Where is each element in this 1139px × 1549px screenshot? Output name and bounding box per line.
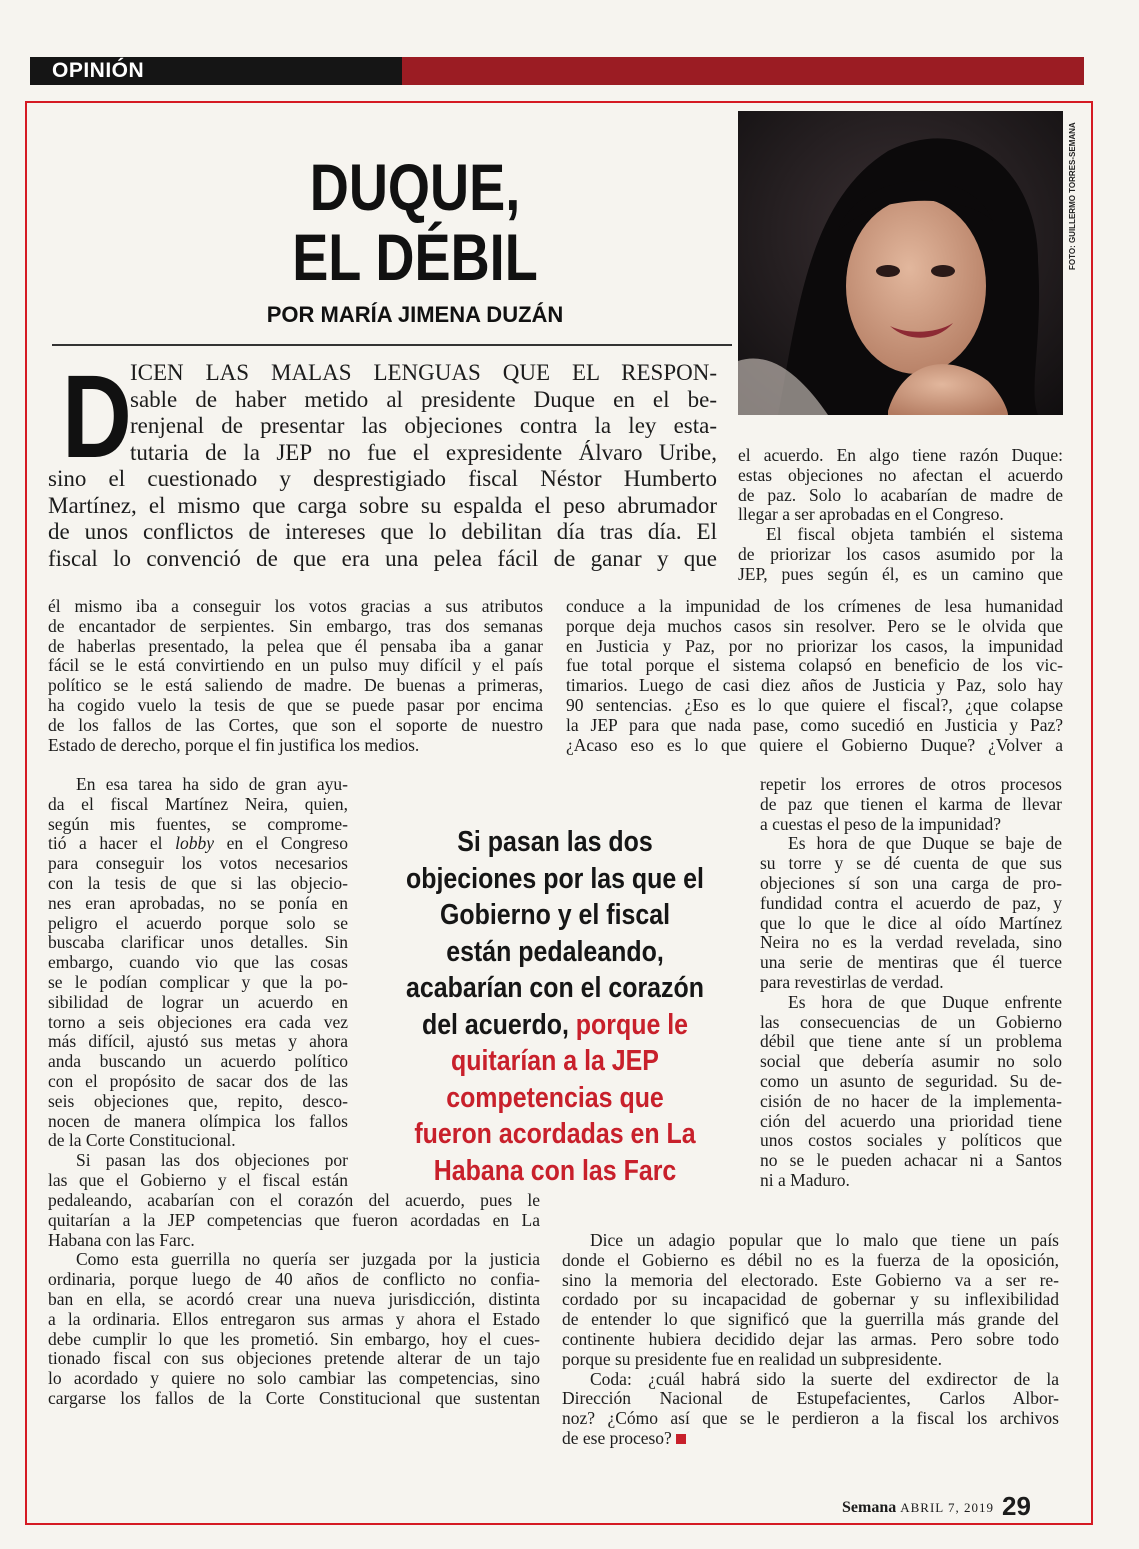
text-line: continente hubiera decidido dejar las armas. Pero sobre todo (562, 1328, 1059, 1349)
text-line: En esa tarea ha sido de gran ayu- (76, 774, 348, 794)
text-line: ¿Acaso eso es lo que quiere el Gobierno Duque? ¿Volver a (566, 734, 1063, 755)
text-line: cordado por su incapacidad de gobernar y su inflexibilidad (562, 1289, 1059, 1310)
text-line: de entender lo que significó que la guerrilla más grande del (562, 1309, 1059, 1330)
text-line: objeciones sí son una carga de pro- (760, 872, 1062, 893)
text-line: a cuestas el peso de la impunidad? (760, 813, 1002, 834)
text-line: ni a Maduro. (760, 1169, 850, 1190)
section-header-bar (30, 57, 1084, 85)
text-line: en Justicia y Paz, por no priorizar los casos, la impunidad (566, 635, 1063, 656)
italic-word: lobby (175, 833, 214, 854)
left-column-bottom (48, 1191, 540, 1409)
text-line: su torre y se dé cuenta de que sus (760, 853, 1062, 874)
text-line: se le podían complicar y que la po- (48, 971, 348, 992)
left-column-narrow (48, 775, 348, 1191)
author-photo (738, 111, 1063, 415)
text-line: débil que tiene ante sí un problema (760, 1031, 1062, 1052)
text-line: pedaleando, acabarían con el corazón del acuerdo, pues le (48, 1190, 540, 1210)
text-line: para conseguir los votos necesarios (48, 853, 348, 874)
text-line: quitarían a la JEP competencias que fueron acordadas en La (48, 1209, 540, 1230)
text-line: de paz. Solo lo acabarían de madre de (738, 484, 1063, 505)
page-footer (842, 1491, 1072, 1522)
text-line: llegar a ser aprobadas en el Congreso. (738, 504, 1004, 525)
section-label: OPINIÓN (52, 59, 145, 82)
text-line: social que debería asumir no solo (760, 1051, 1062, 1072)
text-line: 90 sentencias. ¿Eso es lo que quiere el fiscal?, ¿que colapse (566, 694, 1063, 715)
text-line: lo acordado y quiere no solo cambiar las competencias, sino (48, 1368, 540, 1389)
text-line: embargo, cuando vio que las cosas (48, 952, 348, 973)
issue-date: ABRIL 7, 2019 (900, 1500, 995, 1515)
page-number: 29 (1002, 1491, 1031, 1521)
text-line: tió a hacer el lobby en el Congreso (48, 833, 348, 854)
right-column-wide (566, 597, 1063, 755)
text-line: sino la memoria del electorado. Este Gobierno va a ser re- (562, 1269, 1059, 1290)
text-line: de priorizar los casos asumido por la (738, 543, 1063, 564)
right-column-bottom (562, 1231, 1059, 1449)
text-line: fácil se le está convirtiendo en un pulso muy difícil y el país (48, 655, 543, 676)
text-line: Coda: ¿cuál habrá sido la suerte del exdirector de la (590, 1368, 1059, 1389)
text-line: una serie de mentiras que él tuerce (760, 952, 1062, 973)
drop-cap: D (62, 351, 132, 483)
left-column-wide (48, 597, 543, 755)
lead-line: Martínez, el mismo que carga sobre su espalda el peso abrumador (48, 492, 717, 518)
text-line: cargarse los fallos de la Corte Constitucional que sustentan (48, 1387, 540, 1408)
pull-quote-red: porque le quitarían a la JEP competencias que fueron acordadas en La Habana con las Farc (414, 1008, 696, 1187)
text-line: las que el Gobierno y el fiscal están (48, 1169, 348, 1190)
text-line: de la Corte Constitucional. (48, 1130, 236, 1151)
headline-line-1: DUQUE, (309, 150, 521, 224)
text-line: repetir los errores de otros procesos (760, 774, 1062, 794)
text-line: ción del acuerdo una prioridad tiene (760, 1110, 1062, 1131)
text-line: las consecuencias de un Gobierno (760, 1011, 1062, 1032)
right-column-narrow (760, 775, 1062, 1191)
lead-line: tutaria de la JEP no fue el expresidente Álvaro Uribe, (130, 439, 717, 465)
right-column-top (738, 446, 1063, 585)
text-line: Habana con las Farc. (48, 1229, 195, 1250)
text-line: porque deja muchos casos sin resolver. Pero se le olvida que (566, 615, 1063, 636)
text-line: porque su presidente fue en realidad un subpresidente. (562, 1348, 943, 1369)
text-line: Dice un adagio popular que lo malo que tiene un país (590, 1230, 1059, 1250)
text-line: debe cumplir lo que les prometió. Sin embargo, hoy el cues- (48, 1328, 540, 1349)
text-line: buscaba clarificar unos detalles. Sin (48, 932, 348, 953)
text-line: Dirección Nacional de Estupefacientes, Carlos Albor- (562, 1388, 1059, 1409)
text-line: con el propósito de sacar dos de las (48, 1070, 348, 1091)
text-line: de haberlas presentado, la pelea que él pensaba iba a ganar (48, 635, 543, 656)
text-line: nes eran aprobadas, no se ponía en (48, 892, 348, 913)
end-mark-icon (676, 1434, 686, 1444)
text-line: como un asunto de seguridad. Su de- (760, 1070, 1062, 1091)
text-line: de encantador de serpientes. Sin embargo, tras dos semanas (48, 615, 543, 636)
text-line: para revestirlas de verdad. (760, 971, 944, 992)
lead-divider (52, 344, 732, 346)
text-line: sibilidad de lograr un acuerdo en (48, 991, 348, 1012)
lead-line: ICEN LAS MALAS LENGUAS QUE EL RESPON- (130, 360, 717, 385)
text-line: conduce a la impunidad de los crímenes de lesa humanidad (566, 596, 1063, 616)
section-header-accent (402, 57, 1084, 85)
lead-line: sable de haber metido al presidente Duque en el be- (130, 386, 717, 412)
text-line: peligro el acuerdo porque solo se (48, 912, 348, 933)
lead-line: sino el cuestionado y desprestigiado fiscal Néstor Humberto (48, 466, 717, 491)
lead-paragraph-bottom (48, 466, 717, 572)
text-line: más difícil, ajustó sus metas y ahora (48, 1031, 348, 1052)
text-line: anda buscando un acuerdo político (48, 1051, 348, 1072)
text-line: timarios. Luego de casi diez años de Justicia y Paz, solo hay (566, 675, 1063, 696)
text-line: Estado de derecho, porque el fin justifica los medios. (48, 734, 420, 755)
text-line: ha cogido vuelo la tesis de que se puede pasar por encima (48, 694, 543, 715)
text-line: noz? ¿Cómo así que se le perdieron a la fiscal los archivos (562, 1408, 1059, 1429)
text-line: Neira no es la verdad revelada, sino (760, 932, 1062, 953)
lead-line: de unos conflictos de intereses que lo debilitan día tras día. El (48, 519, 717, 544)
text-line: político se le está saliendo de madre. De buenas a primeras, (48, 675, 543, 696)
closing-line-text: de ese proceso? (562, 1427, 672, 1448)
text-line: seis objeciones que, repito, desco- (48, 1090, 348, 1111)
text-line: fue total porque el sistema colapsó en beneficio de los vic- (566, 655, 1063, 676)
author-portrait-image (738, 111, 1063, 415)
lead-line: fiscal lo convenció de que era una pelea fácil de ganar y que (48, 545, 717, 571)
text-line: da el fiscal Martínez Neira, quien, (48, 793, 348, 814)
text-line: Es hora de que Duque se baje de (788, 833, 1062, 854)
pull-quote (405, 824, 706, 1189)
text-line: tionado fiscal con sus objeciones pretende alterar de un tajo (48, 1348, 540, 1369)
text-line: Es hora de que Duque enfrente (788, 991, 1062, 1012)
text-line: el acuerdo. En algo tiene razón Duque: (738, 445, 1063, 465)
text-line: con la tesis de que si las objecio- (48, 872, 348, 893)
headline-line-2: EL DÉBIL (292, 220, 538, 294)
text-line: torno a seis objeciones era cada vez (48, 1011, 348, 1032)
pull-quote-black: Si pasan las dos objeciones por las que el Gobierno y el fiscal están pedaleando, acabarían con el corazón del acuerdo, (405, 826, 704, 1041)
lead-line: renjenal de presentar las objeciones contra la ley esta- (130, 413, 717, 438)
lead-paragraph-top (130, 360, 717, 466)
text-line: cisión de no hacer de la implementa- (760, 1090, 1062, 1111)
text-line: ordinaria, porque luego de 40 años de conflicto no confia- (48, 1269, 540, 1290)
text-line: no se le pueden achacar ni a Santos (760, 1150, 1062, 1171)
text-line: según mis fuentes, se comprome- (48, 813, 348, 834)
text-line: donde el Gobierno es débil no es la fuerza de la oposición, (562, 1249, 1059, 1270)
headline (198, 152, 633, 292)
text-line: El fiscal objeta también el sistema (766, 524, 1063, 545)
text-line: nocen de manera olímpica los fallos (48, 1110, 348, 1131)
byline: POR MARÍA JIMENA DUZÁN (266, 302, 564, 327)
text-line: que lo que le dice al oído Martínez (760, 912, 1062, 933)
magazine-name: Semana (842, 1499, 897, 1516)
text-line (562, 1429, 1059, 1449)
text-line: estas objeciones no afectan el acuerdo (738, 464, 1063, 485)
text-line: a la ordinaria. Ellos entregaron sus armas y ahora el Estado (48, 1308, 540, 1329)
text-line: Como esta guerrilla no quería ser juzgada por la justicia (76, 1249, 540, 1270)
text-line: de paz que tienen el karma de llevar (760, 793, 1062, 814)
photo-credit: FOTO: GUILLERMO TORRES-SEMANA (1068, 122, 1077, 270)
text-line: él mismo iba a conseguir los votos gracias a sus atributos (48, 596, 543, 616)
text-line: fundidad contra el acuerdo de paz, y (760, 892, 1062, 913)
text-line: ban en ella, se acordó crear una nueva jurisdicción, distinta (48, 1288, 540, 1309)
text-line: Si pasan las dos objeciones por (76, 1150, 348, 1171)
text-line: unos costos sociales y políticos que (760, 1130, 1062, 1151)
text-line: la JEP para que nada pase, como sucedió en Justicia y Paz? (566, 714, 1063, 735)
text-line: JEP, pues según él, es un camino que (738, 563, 1063, 584)
text-line: de los fallos de las Cortes, que son el soporte de nuestro (48, 714, 543, 735)
